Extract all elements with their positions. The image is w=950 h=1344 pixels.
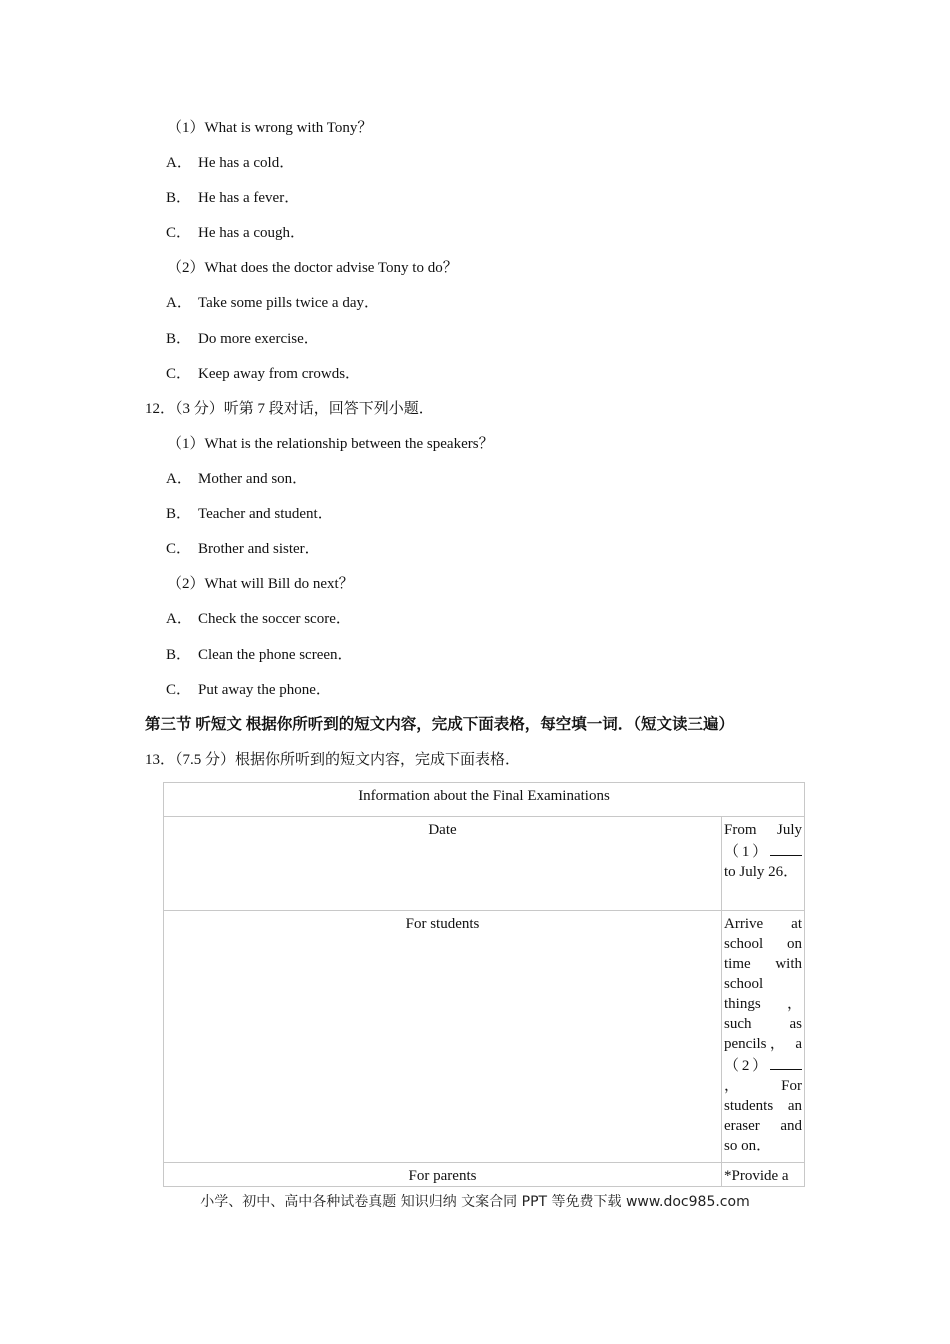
exam-info-table (163, 782, 805, 1187)
q11-sub1-option-b: B． He has a fever． (166, 190, 300, 206)
row-label-parents: For parents (164, 1163, 722, 1187)
q12-stem: 12．（3 分）听第 7 段对话，回答下列小题． (145, 401, 434, 417)
q12-sub1-option-b: B． Teacher and student． (166, 506, 333, 522)
table-row (164, 911, 805, 1163)
q13-stem: 13．（7.5 分）根据你所听到的短文内容，完成下面表格． (145, 752, 521, 768)
row-value-parents: *Provide a (722, 1163, 805, 1187)
q11-sub1-question: （1）What is wrong with Tony？ (167, 120, 373, 136)
q12-sub1-question: （1）What is the relationship between the speakers？ (167, 436, 494, 452)
q12-sub2-option-a: A． Check the soccer score． (166, 611, 351, 627)
table-title-row (164, 783, 805, 817)
q11-sub2-option-a: A． Take some pills twice a day． (166, 295, 379, 311)
row-label-date: Date (164, 817, 722, 911)
row-value-date: From July （1） to July 26． (722, 817, 805, 911)
q12-sub1-option-a: A． Mother and son． (166, 471, 308, 487)
answer-blank-1[interactable] (770, 840, 802, 856)
row-value-students: Arrive at school on time with school things ， such as pencils， a （2） ， For students an eraser and so on． (722, 911, 805, 1163)
row-label-students: For students (164, 911, 722, 1163)
q11-sub2-option-b: B． Do more exercise． (166, 331, 319, 347)
q11-sub1-option-a: A． He has a cold． (166, 155, 295, 171)
section3-heading: 第三节 听短文 根据你所听到的短文内容，完成下面表格，每空填一词．（短文读三遍） (145, 716, 735, 733)
q12-sub2-question: （2）What will Bill do next？ (167, 576, 354, 592)
page-footer: 小学、初中、高中各种试卷真题 知识归纳 文案合同 PPT 等免费下载 www.doc985.com (200, 1194, 750, 1210)
q11-sub2-option-c: C． Keep away from crowds． (166, 366, 361, 382)
table-title: Information about the Final Examinations (164, 783, 805, 817)
q11-sub1-option-c: C． He has a cough． (166, 225, 306, 241)
table-row (164, 1163, 805, 1187)
q12-sub2-option-b: B． Clean the phone screen． (166, 647, 353, 663)
q11-sub2-question: （2）What does the doctor advise Tony to do？ (167, 260, 458, 276)
q12-sub1-option-c: C． Brother and sister． (166, 541, 320, 557)
answer-blank-2[interactable] (770, 1054, 802, 1070)
q12-sub2-option-c: C． Put away the phone． (166, 682, 331, 698)
table-row (164, 817, 805, 911)
